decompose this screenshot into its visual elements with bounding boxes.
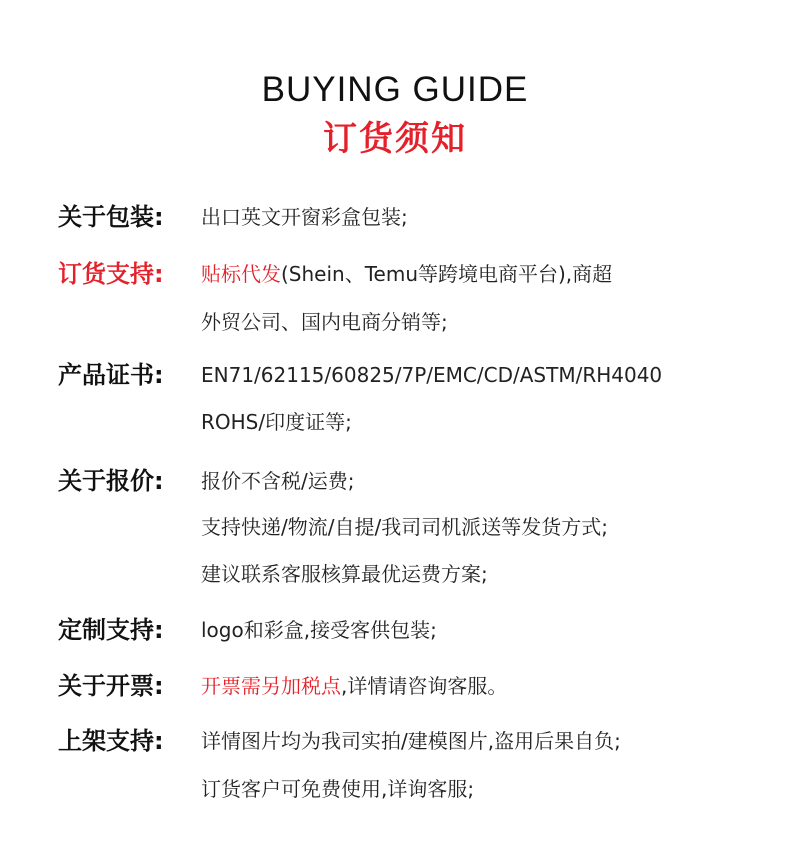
section-text: 支持快递/物流/自提/我司司机派送等发货方式;: [201, 515, 608, 539]
section-text-rest: (Shein、Temu等跨境电商平台),商超: [281, 262, 613, 286]
section-label: 订货支持:: [58, 260, 164, 288]
section-text: 出口英文开窗彩盒包装;: [201, 205, 408, 229]
section-label: 关于开票:: [58, 672, 164, 700]
section-label: 产品证书:: [58, 361, 164, 389]
section-label: 上架支持:: [58, 727, 164, 755]
section-text-highlight: 贴标代发: [201, 262, 281, 286]
section-text: 订货客户可免费使用,详询客服;: [201, 777, 475, 801]
section-text-rest: ,详情请咨询客服。: [341, 674, 508, 698]
section-label: 关于包装:: [58, 203, 164, 231]
section-text: [201, 256, 612, 292]
section-text: EN71/62115/60825/7P/EMC/CD/ASTM/RH4040: [201, 363, 663, 387]
section-text-highlight: 开票需另加税点: [201, 674, 341, 698]
section-label: 关于报价:: [58, 467, 164, 495]
section-text: 报价不含税/运费;: [201, 469, 355, 493]
section-text: 详情图片均为我司实拍/建模图片,盗用后果自负;: [201, 729, 621, 753]
section-text: 外贸公司、国内电商分销等;: [201, 310, 448, 334]
page-title-cn: 订货须知: [323, 119, 467, 159]
section-text: 建议联系客服核算最优运费方案;: [201, 562, 488, 586]
section-label: 定制支持:: [58, 616, 164, 644]
section-text: ROHS/印度证等;: [201, 410, 352, 434]
page-title-en: BUYING GUIDE: [261, 70, 529, 109]
section-text: logo和彩盒,接受客供包装;: [201, 618, 437, 642]
section-text: [201, 668, 507, 704]
